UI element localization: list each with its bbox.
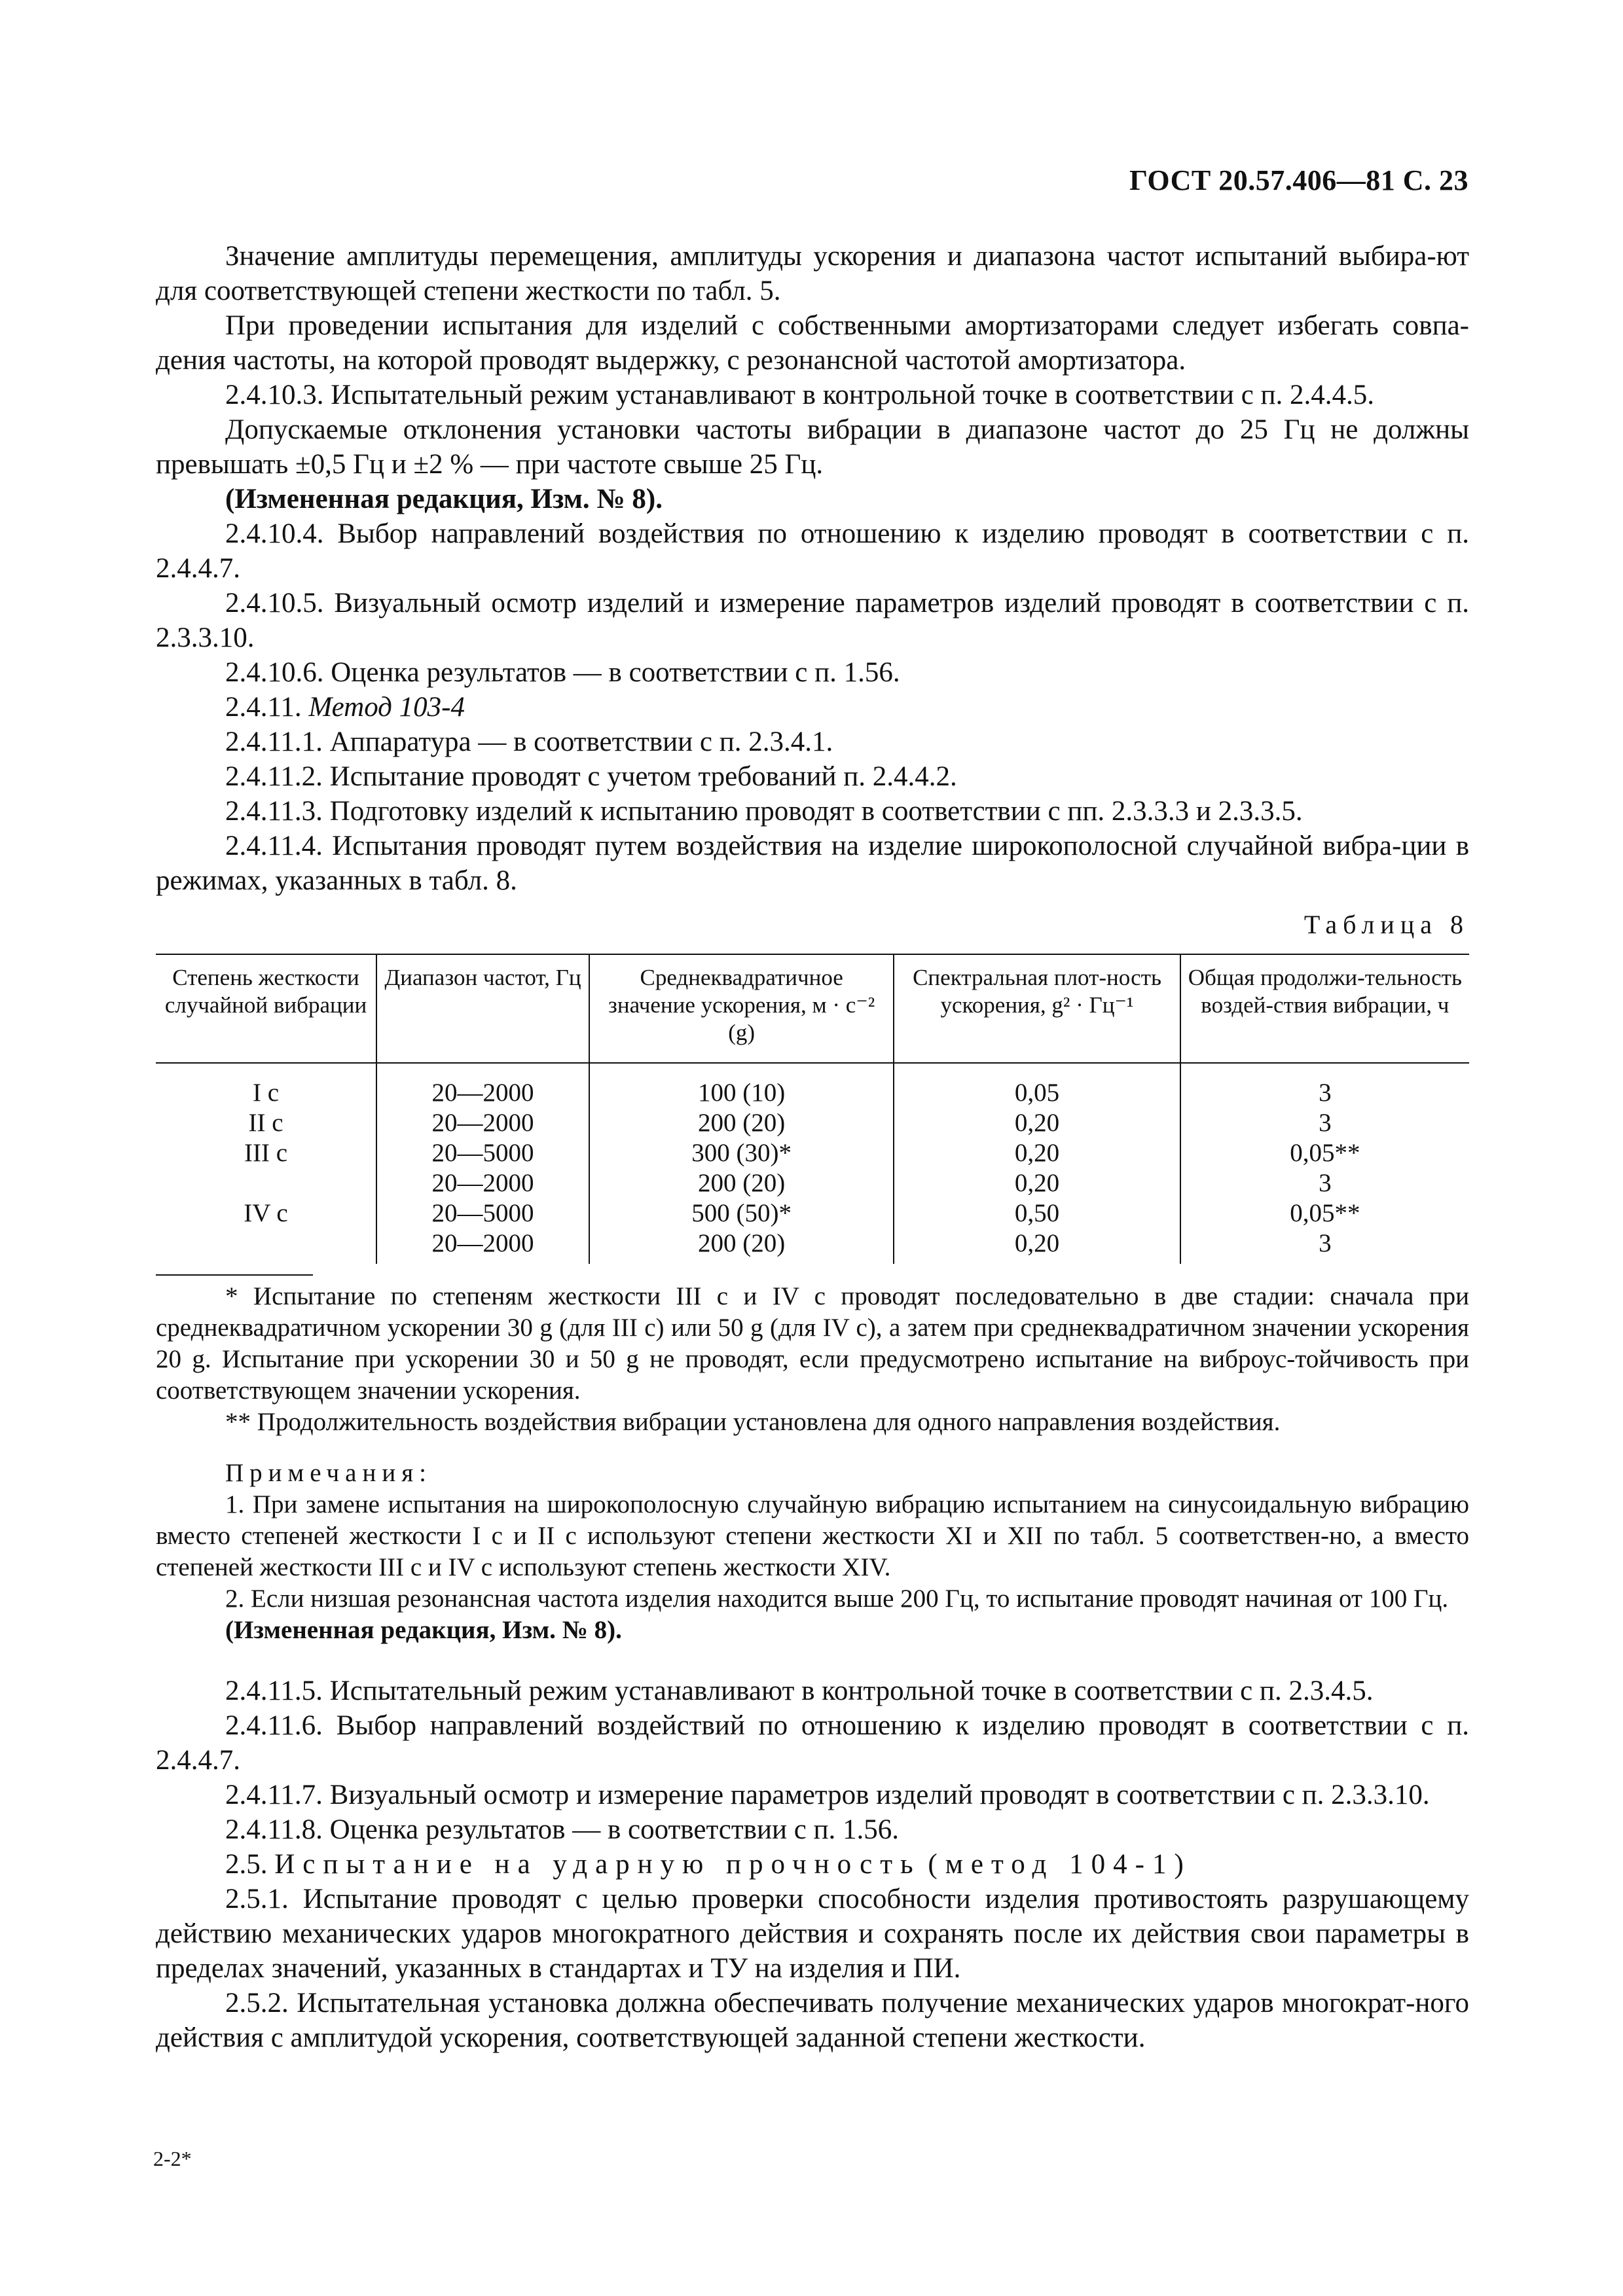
paragraph: 2.4.10.3. Испытательный режим устанавливают в контрольной точке в соответствии с п. 2.4.4.5.: [225, 380, 1375, 410]
paragraph: При проведении испытания для изделий с собственными амортизаторами следует избегать совпа-дения частоты, на которой проводят выдержку, с резонансной частотой амортизатора.: [156, 310, 1469, 376]
table-cell: III с: [244, 1139, 288, 1167]
table-cell: 3: [1180, 1168, 1469, 1198]
table-cell: I с: [252, 1079, 280, 1107]
table-cell: 20—2000: [376, 1063, 589, 1108]
paragraph: Значение амплитуды перемещения, амплитуды ускорения и диапазона частот испытаний выбира-ют для соответствующей степени жесткости по табл. 5.: [156, 241, 1469, 306]
table-caption: Таблица 8: [1304, 910, 1469, 939]
table-cell: 200 (20): [589, 1229, 894, 1264]
table-cell: 200 (20): [589, 1168, 894, 1198]
table-header-cell: Диапазон частот, Гц: [376, 954, 589, 1063]
paragraph: 2.4.10.5. Визуальный осмотр изделий и измерение параметров изделий проводят в соответствии с п. 2.3.3.10.: [156, 588, 1469, 653]
table-cell: 0,20: [894, 1108, 1180, 1138]
amendment-note: (Измененная редакция, Изм. № 8).: [225, 484, 663, 514]
note: 1. При замене испытания на широкополосную случайную вибрацию испытанием на синусоидальную вибрацию вместо степеней жесткости I с и II с используют степени жесткости XI и XII по табл. 5 соответствен-но, а вместо степеней жесткости III с и IV с используют степень жесткости XIV.: [156, 1490, 1469, 1581]
table-cell: 20—2000: [376, 1229, 589, 1264]
table-cell: IV с: [244, 1199, 288, 1227]
paragraph: 2.4.11.6. Выбор направлений воздействий по отношению к изделию проводят в соответствии с п. 2.4.4.7.: [156, 1710, 1469, 1776]
table-row: [156, 1108, 1469, 1138]
paragraph: 2.5.1. Испытание проводят с целью проверки способности изделия противостоять разрушающему действию механических ударов многократного действия и сохранять после их действия свои параметры в пределах значений, указанных в стандартах и ТУ на изделия и ПИ.: [156, 1884, 1469, 1984]
table-8: [156, 954, 1469, 1264]
table-cell: 0,05: [894, 1063, 1180, 1108]
table-cell: 20—5000: [376, 1138, 589, 1168]
table-row: [156, 1229, 1469, 1264]
table-row: [156, 1138, 1469, 1168]
table-cell: 0,05**: [1180, 1198, 1469, 1229]
table-row: [156, 1168, 1469, 1198]
section-heading: [156, 1847, 1469, 1882]
table-header-cell: Среднеквадратичное значение ускорения, м · с⁻² (g): [589, 954, 894, 1063]
table-cell: 0,20: [894, 1138, 1180, 1168]
table-cell: 500 (50)*: [589, 1198, 894, 1229]
note: 2. Если низшая резонансная частота изделия находится выше 200 Гц, то испытание проводят начиная от 100 Гц.: [225, 1585, 1449, 1613]
section-number: 2.5.: [225, 1849, 268, 1880]
amendment-note: (Измененная редакция, Изм. № 8).: [225, 1616, 622, 1644]
method-number: 2.4.11.: [225, 692, 302, 723]
table-cell: 0,50: [894, 1198, 1180, 1229]
paragraph: 2.4.11.5. Испытательный режим устанавливают в контрольной точке в соответствии с п. 2.3.4.5.: [225, 1676, 1374, 1706]
table-header-cell: Спектральная плот-ность ускорения, g² · Гц⁻¹: [894, 954, 1180, 1063]
page-header: ГОСТ 20.57.406—81 С. 23: [1129, 164, 1468, 196]
table-footnotes: [156, 1281, 1469, 1646]
document-body: [156, 239, 1469, 2055]
spacer: [156, 1646, 1469, 1674]
table-cell: 20—2000: [376, 1108, 589, 1138]
paragraph: 2.4.11.4. Испытания проводят путем воздействия на изделие широкополосной случайной вибра-ции в режимах, указанных в табл. 8.: [156, 831, 1469, 896]
paragraph: Допускаемые отклонения установки частоты вибрации в диапазоне частот до 25 Гц не должны превышать ±0,5 Гц и ±2 % — при частоте свыше 25 Гц.: [156, 414, 1469, 480]
table-cell: [156, 1168, 376, 1198]
paragraph: 2.4.11.8. Оценка результатов — в соответствии с п. 1.56.: [225, 1814, 900, 1845]
table-cell: 100 (10): [589, 1063, 894, 1108]
table-cell: [156, 1229, 376, 1264]
method-name: Метод 103-4: [308, 692, 465, 723]
table-cell: 20—5000: [376, 1198, 589, 1229]
paragraph: 2.4.10.6. Оценка результатов — в соответствии с п. 1.56.: [225, 657, 900, 688]
table-header-row: [156, 954, 1469, 1063]
table-cell: 0,20: [894, 1229, 1180, 1264]
table-cell: 3: [1180, 1108, 1469, 1138]
table-cell: 200 (20): [589, 1108, 894, 1138]
table-cell: 300 (30)*: [589, 1138, 894, 1168]
table-cell: 0,05**: [1180, 1138, 1469, 1168]
paragraph: 2.4.11.7. Визуальный осмотр и измерение параметров изделий проводят в соответствии с п. 2.3.3.10.: [225, 1780, 1430, 1810]
paragraph: 2.4.11.1. Аппаратура — в соответствии с п. 2.3.4.1.: [225, 726, 833, 757]
paragraph: 2.4.11.2. Испытание проводят с учетом требований п. 2.4.4.2.: [225, 761, 957, 792]
section-title: Испытание на ударную прочность: [274, 1849, 921, 1880]
footnote-divider: [156, 1274, 313, 1276]
paragraph: 2.4.10.4. Выбор направлений воздействия по отношению к изделию проводят в соответствии с п. 2.4.4.7.: [156, 518, 1469, 584]
table-header-cell: Общая продолжи-тельность воздей-ствия вибрации, ч: [1180, 954, 1469, 1063]
footnote: ** Продолжительность воздействия вибрации установлена для одного направления воздействия.: [225, 1408, 1281, 1436]
table-cell: 3: [1180, 1063, 1469, 1108]
table-row: [156, 1198, 1469, 1229]
table-cell: 0,20: [894, 1168, 1180, 1198]
footnote: * Испытание по степеням жесткости III с и IV с проводят последовательно в две стадии: сначала при среднеквадратичном ускорении 30 g (для III с) или 50 g (для IV с), а затем при среднеквадратичном значении ускорения 20 g. Испытание при ускорении 30 и 50 g не проводят, если предусмотрено испытание на виброус-тойчивость при соответствующем значении ускорения.: [156, 1282, 1469, 1405]
method-heading: [156, 690, 1469, 725]
paragraph: 2.4.11.3. Подготовку изделий к испытанию проводят в соответствии с пп. 2.3.3.3 и 2.3.3.5.: [225, 796, 1303, 827]
table-cell: 3: [1180, 1229, 1469, 1264]
table-cell: II с: [248, 1109, 283, 1137]
page-footer: 2-2*: [153, 2147, 192, 2170]
table-cell: 20—2000: [376, 1168, 589, 1198]
paragraph: 2.5.2. Испытательная установка должна обеспечивать получение механических ударов многократ-ного действия с амплитудой ускорения, соответствующей заданной степени жесткости.: [156, 1988, 1469, 2053]
section-method: (метод 104-1): [928, 1849, 1192, 1880]
table-header-cell: Степень жесткости случайной вибрации: [156, 954, 376, 1063]
notes-title: Примечания:: [225, 1459, 432, 1487]
table-row: [156, 1063, 1469, 1108]
